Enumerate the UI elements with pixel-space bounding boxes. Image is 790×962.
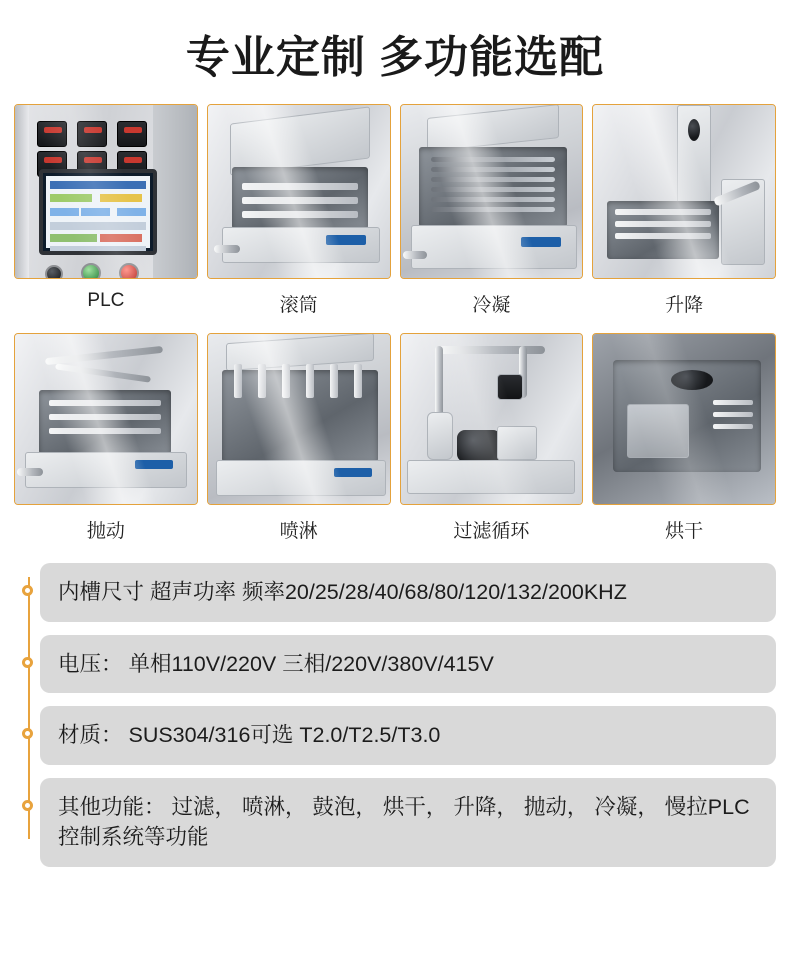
caption-condense: 冷凝: [472, 295, 511, 317]
photo-spray: [207, 333, 391, 505]
spec-item-other-functions: [40, 778, 776, 867]
spec-item-size-power-frequency: [40, 563, 776, 622]
timeline-dot-icon: [22, 585, 33, 596]
caption-filter: 过滤循环: [453, 521, 530, 543]
timeline-dot-icon: [22, 800, 33, 811]
gallery-item-spray[interactable]: [207, 333, 391, 559]
gallery-item-plc[interactable]: [14, 104, 198, 333]
timeline-dot-icon: [22, 657, 33, 668]
caption-lift: 升降: [665, 295, 704, 317]
gallery-item-dry[interactable]: [592, 333, 776, 559]
gallery-row-2: [14, 333, 776, 559]
page-title: 专业定制 多功能选配: [185, 33, 605, 82]
gallery-item-filter[interactable]: [400, 333, 584, 559]
photo-drum: [207, 104, 391, 279]
gallery-item-lift[interactable]: [592, 104, 776, 333]
spec-text: 电压： 单相110V/220V 三相/220V/380V/415V: [58, 651, 494, 676]
caption-toss: 抛动: [86, 521, 125, 543]
timeline-dot-icon: [22, 728, 33, 739]
caption-plc: PLC: [87, 290, 125, 312]
spec-text: 内槽尺寸 超声功率 频率20/25/28/40/68/80/120/132/200KHZ: [58, 580, 627, 605]
photo-lift: [592, 104, 776, 279]
photo-toss: [14, 333, 198, 505]
caption-dry: 烘干: [665, 521, 704, 543]
caption-drum: 滚筒: [279, 295, 318, 317]
spec-text: 材质： SUS304/316可选 T2.0/T2.5/T3.0: [58, 723, 441, 748]
gallery-row-1: [14, 104, 776, 333]
gallery-item-condense[interactable]: [400, 104, 584, 333]
photo-plc: [14, 104, 198, 279]
gallery-item-drum[interactable]: [207, 104, 391, 333]
spec-text: 其他功能： 过滤， 喷淋， 鼓泡， 烘干， 升降， 抛动， 冷凝， 慢拉PLC控制系统等功能: [58, 794, 750, 850]
photo-filter: [400, 333, 584, 505]
spec-item-voltage: [40, 635, 776, 694]
photo-condense: [400, 104, 584, 279]
gallery-item-toss[interactable]: [14, 333, 198, 559]
spec-item-material: [40, 706, 776, 765]
photo-dry: [592, 333, 776, 505]
caption-spray: 喷淋: [279, 521, 318, 543]
spec-list: [14, 563, 776, 867]
